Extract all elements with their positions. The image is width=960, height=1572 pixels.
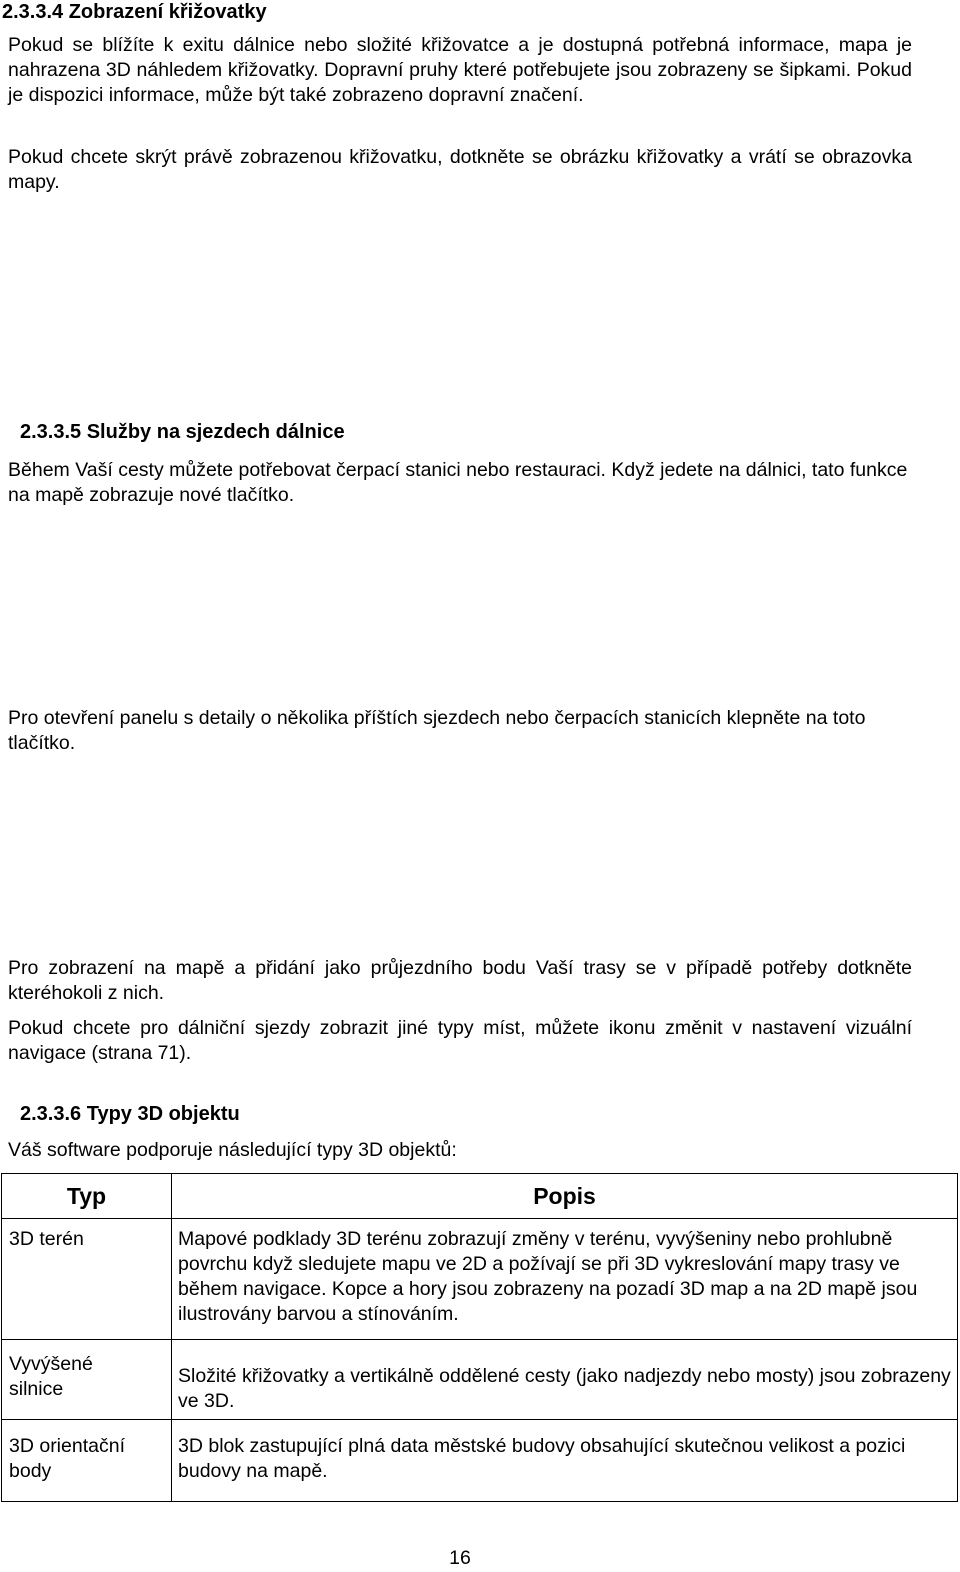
section-heading-2-3-3-4: 2.3.3.4 Zobrazení křižovatky xyxy=(2,1,267,23)
paragraph-hide-intersection: Pokud chcete skrýt právě zobrazenou křižovatku, dotkněte se obrázku křižovatky a vrátí se obrazovka mapy. xyxy=(8,146,912,193)
section-heading-2-3-3-6: 2.3.3.6 Typy 3D objektu xyxy=(20,1103,240,1125)
table-row xyxy=(2,1420,958,1502)
table-cell-description: 3D blok zastupující plná data městské budovy obsahující skutečnou velikost a pozici budovy na mapě. xyxy=(172,1420,958,1502)
page-number: 16 xyxy=(449,1547,471,1569)
paragraph-highway-services: Během Vaší cesty můžete potřebovat čerpací stanici nebo restauraci. Když jedete na dálnici, tato funkce na mapě zobrazuje nové tlačítko. xyxy=(8,459,908,506)
table-row xyxy=(2,1219,958,1340)
table-row xyxy=(2,1340,958,1420)
table-header-type: Typ xyxy=(2,1174,172,1219)
3d-object-types-table xyxy=(1,1173,958,1502)
paragraph-3d-object-intro: Váš software podporuje následující typy 3D objektů: xyxy=(8,1139,457,1161)
table-cell-type: Vyvýšené silnice xyxy=(2,1340,172,1420)
table-header-description: Popis xyxy=(172,1174,958,1219)
table-header-row xyxy=(2,1174,958,1219)
paragraph-intersection-view: Pokud se blížíte k exitu dálnice nebo složité křižovatce a je dostupná potřebná informace, mapa je nahrazena 3D náhledem křižovatky. Dopravní pruhy které potřebujete jsou zobrazeny se šipkami. Pokud je dispozici informace, může být také zobrazeno dopravní značení. xyxy=(8,34,912,106)
table-cell-type: 3D orientační body xyxy=(2,1420,172,1502)
section-heading-2-3-3-5: 2.3.3.5 Služby na sjezdech dálnice xyxy=(20,421,345,443)
paragraph-add-waypoint: Pro zobrazení na mapě a přidání jako průjezdního bodu Vaší trasy se v případě potřeby dotkněte kteréhokoli z nich. xyxy=(8,957,912,1004)
table-cell-description: Mapové podklady 3D terénu zobrazují změny v terénu, vyvýšeniny nebo prohlubně povrchu když sledujete mapu ve 2D a požívají se při 3D vykreslování mapy trasy ve během navigace. Kopce a hory jsou zobrazeny na pozadí 3D map a na 2D mapě jsou ilustrovány barvou a stínováním. xyxy=(172,1219,958,1340)
paragraph-change-icon: Pokud chcete pro dálniční sjezdy zobrazit jiné typy míst, můžete ikonu změnit v nastavení vizuální navigace (strana 71). xyxy=(8,1017,912,1064)
table-cell-description: Složité křižovatky a vertikálně oddělené cesty (jako nadjezdy nebo mosty) jsou zobrazeny ve 3D. xyxy=(172,1340,958,1420)
table-cell-type: 3D terén xyxy=(2,1219,172,1340)
paragraph-open-exit-panel: Pro otevření panelu s detaily o několika příštích sjezdech nebo čerpacích stanicích klepněte na toto tlačítko. xyxy=(8,707,866,754)
